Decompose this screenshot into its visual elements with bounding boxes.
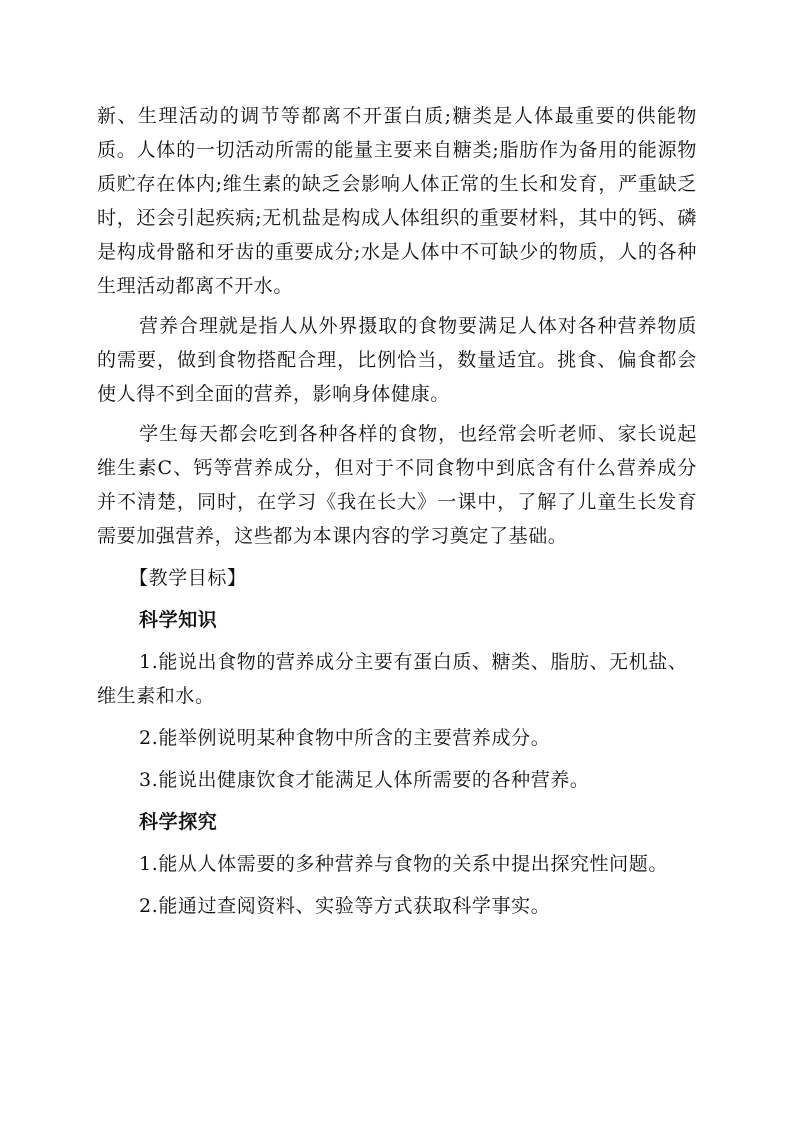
knowledge-item-3: 3.能说出健康饮食才能满足人体所需要的各种营养。 [139, 769, 590, 791]
paragraph-balanced-nutrition: 营养合理就是指人从外界摄取的食物要满足人体对各种营养物质的需要，做到食物搭配合理，比例恰当，数量适宜。挑食、偏食都会使人得不到全面的营养，影响身体健康。 [97, 315, 697, 405]
paragraph-nutrients: 新、生理活动的调节等都离不开蛋白质;糖类是人体最重要的供能物质。人体的一切活动所需的能量主要来自糖类;脂肪作为备用的能源物质贮存在体内;维生素的缺乏会影响人体正常的生长和发育，严重缺乏时，还会引起疾病;无机盐是构成人体组织的重要材料，其中的钙、磷是构成骨骼和牙齿的重要成分;水是人体中不可缺少的物质，人的各种生理活动都离不开水。 [97, 105, 697, 297]
inquiry-item-2: 2.能通过查阅资料、实验等方式获取科学事实。 [139, 895, 551, 917]
science-inquiry-title: 科学探究 [139, 811, 218, 833]
paragraph-student-background: 学生每天都会吃到各种各样的食物，也经常会听老师、家长说起维生素C、钙等营养成分，但对于不同食物中到底含有什么营养成分并不清楚，同时，在学习《我在长大》一课中，了解了儿童生长发育需要加强营养，这些都为本课内容的学习奠定了基础。 [97, 423, 697, 547]
knowledge-item-1: 1.能说出食物的营养成分主要有蛋白质、糖类、脂肪、无机盐、 [139, 651, 688, 673]
knowledge-item-1-continued: 维生素和水。 [97, 685, 215, 707]
inquiry-item-1: 1.能从人体需要的多种营养与食物的关系中提出探究性问题。 [139, 853, 668, 875]
document-body [97, 99, 697, 923]
teaching-goals-heading: 【教学目标】 [129, 567, 247, 589]
science-knowledge-title: 科学知识 [139, 609, 218, 631]
knowledge-item-2: 2.能举例说明某种食物中所含的主要营养成分。 [139, 727, 551, 749]
